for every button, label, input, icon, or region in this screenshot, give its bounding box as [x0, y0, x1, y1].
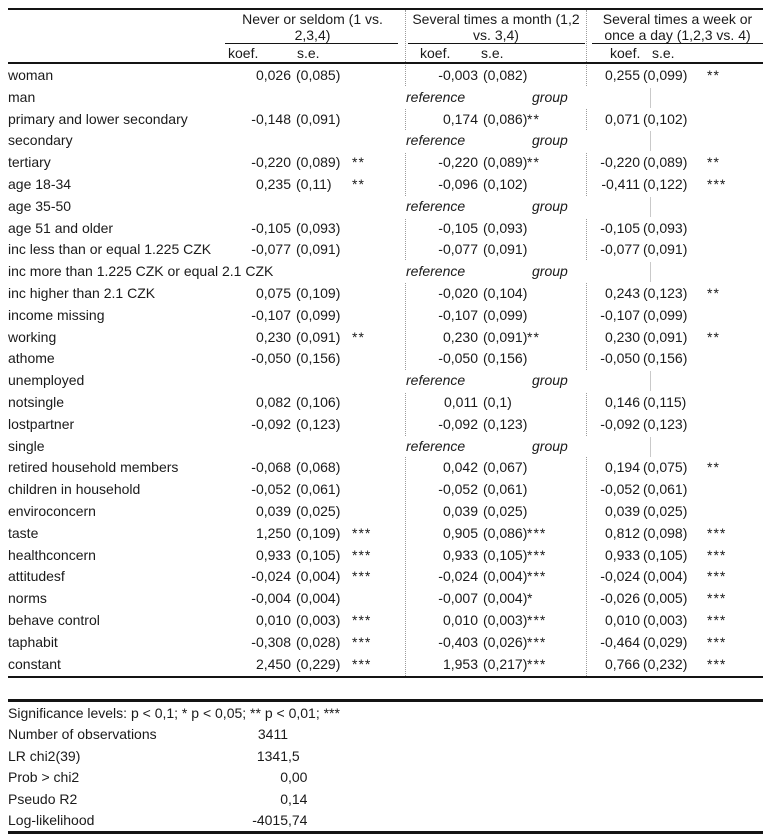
footer-stat-label: Number of observations	[8, 726, 157, 743]
significance-stars: ***	[527, 546, 547, 563]
body-bottom-rule	[8, 676, 763, 678]
koef-value: 0,042	[442, 459, 478, 476]
significance-stars: ***	[352, 568, 372, 585]
se-value: (0,115)	[643, 393, 687, 410]
significance-stars: ***	[527, 633, 547, 650]
se-value: (0,102)	[483, 175, 528, 192]
se-value: (0,099)	[643, 306, 688, 323]
koef-value: 0,933	[255, 546, 291, 563]
footer-stat-value-frac: ,5	[288, 747, 300, 764]
se-value: (0,091)	[643, 241, 688, 258]
significance-stars: **	[527, 154, 540, 171]
se-value: (0,003)	[296, 611, 341, 628]
ref-column-tick	[650, 437, 651, 457]
koef-value: 1,953	[442, 655, 478, 672]
koef-value: -0,220	[600, 154, 640, 171]
se-value: (0,085)	[296, 67, 341, 83]
row-label: taste	[8, 524, 39, 541]
koef-value: -0,024	[438, 568, 478, 585]
koef-value: -0,220	[438, 154, 478, 171]
row-label: working	[8, 328, 57, 345]
significance-stars: ***	[527, 568, 547, 585]
significance-stars: ***	[527, 611, 547, 628]
table-row	[8, 87, 763, 109]
table-row	[8, 370, 763, 392]
koef-value: -0,003	[438, 67, 478, 83]
significance-stars: ***	[352, 655, 372, 672]
koef-value: -0,050	[600, 350, 640, 367]
group-title-underline-1	[225, 43, 398, 44]
footer-stat-row	[8, 789, 763, 810]
se-value: (0,091)	[483, 241, 528, 258]
significance-stars: ***	[352, 633, 372, 650]
reference-label: reference	[406, 263, 466, 280]
se-value: (0,075)	[643, 459, 688, 476]
se-value: (0,11)	[296, 175, 332, 192]
se-value: (0,089)	[483, 154, 528, 171]
se-value: (0,004)	[643, 568, 688, 585]
group-title-underline-3	[592, 43, 763, 44]
se-value: (0,105)	[483, 546, 528, 563]
koef-value: 0,174	[442, 110, 478, 127]
se-value: (0,003)	[483, 611, 528, 628]
significance-stars: ***	[707, 175, 727, 192]
koef-value: 0,194	[604, 459, 640, 476]
row-label: lostpartner	[8, 415, 75, 432]
row-label: constant	[8, 655, 61, 672]
column-group-title-2	[406, 11, 586, 43]
se-value: (0,025)	[296, 502, 341, 519]
group-label: group	[532, 197, 568, 214]
row-label: healthconcern	[8, 546, 96, 563]
se-value: (0,093)	[296, 219, 341, 236]
table-row	[8, 654, 763, 676]
koef-header-2: koef.	[420, 45, 451, 61]
se-value: (0,099)	[643, 67, 688, 83]
se-value: (0,109)	[296, 284, 341, 301]
reference-label: reference	[406, 197, 466, 214]
significance-stars: **	[707, 284, 720, 301]
koef-value: -0,050	[251, 350, 291, 367]
koef-value: -0,107	[600, 306, 640, 323]
koef-value: 0,812	[604, 524, 640, 541]
table-row	[8, 283, 763, 305]
group-label: group	[532, 132, 568, 149]
koef-value: 0,026	[255, 67, 291, 83]
reference-label: reference	[406, 372, 466, 389]
row-label: secondary	[8, 132, 73, 149]
koef-header-1: koef.	[228, 45, 259, 61]
table-row	[8, 305, 763, 327]
group-title-underline-2	[408, 43, 585, 44]
row-label: age 18-34	[8, 175, 72, 192]
regression-table	[8, 0, 763, 837]
se-value: (0,156)	[296, 350, 341, 367]
row-label: single	[8, 437, 45, 454]
table-row	[8, 174, 763, 196]
table-row	[8, 414, 763, 436]
top-border-rule	[8, 8, 763, 10]
column-group-title-3-line1: Several times a week or	[602, 11, 753, 27]
ref-column-tick	[650, 262, 651, 282]
se-value: (0,004)	[483, 590, 528, 607]
koef-value: -0,107	[251, 306, 291, 323]
footer-stat-value-int: 3411	[257, 726, 288, 743]
footer-stat-label: Pseudo R2	[8, 790, 78, 807]
koef-value: -0,105	[600, 219, 640, 236]
koef-value: -0,148	[251, 110, 291, 127]
se-value: (0,099)	[296, 306, 341, 323]
significance-stars: ***	[352, 611, 372, 628]
row-label: retired household members	[8, 459, 179, 476]
koef-value: 0,255	[604, 67, 640, 83]
se-value: (0,091)	[643, 328, 688, 345]
se-value: (0,086)	[483, 524, 528, 541]
table-row	[8, 523, 763, 545]
footer-bottom-rule	[8, 831, 763, 834]
table-body	[8, 65, 763, 675]
koef-value: -0,308	[251, 633, 291, 650]
se-value: (0,105)	[643, 546, 688, 563]
se-value: (0,089)	[643, 154, 688, 171]
koef-value: 1,250	[255, 524, 291, 541]
koef-value: 0,905	[442, 524, 478, 541]
group-label: group	[532, 372, 568, 389]
row-label: age 35-50	[8, 197, 72, 214]
row-label: norms	[8, 590, 47, 607]
koef-value: -0,052	[251, 481, 291, 498]
koef-value: -0,077	[600, 241, 640, 258]
koef-value: -0,020	[438, 284, 478, 301]
koef-value: 2,450	[255, 655, 291, 672]
se-value: (0,1)	[483, 393, 512, 410]
row-label: inc higher than 2.1 CZK	[8, 284, 156, 301]
table-row	[8, 109, 763, 131]
row-label: inc more than 1.225 CZK or equal 2.1 CZK	[8, 263, 274, 280]
koef-value: 0,146	[604, 393, 640, 410]
ref-column-tick	[650, 131, 651, 151]
footer-stat-value-int: 0	[280, 769, 288, 786]
footer-stat-value-frac: ,74	[288, 811, 308, 828]
footer-top-rule	[8, 699, 763, 702]
significance-stars: ***	[707, 568, 727, 585]
significance-stars: **	[352, 154, 365, 171]
se-value: (0,122)	[643, 175, 688, 192]
koef-value: -0,464	[600, 633, 640, 650]
koef-value: 0,039	[604, 502, 640, 519]
significance-stars: ***	[352, 524, 372, 541]
row-label: age 51 and older	[8, 219, 114, 236]
koef-value: -0,092	[251, 415, 291, 432]
se-value: (0,109)	[296, 524, 341, 541]
table-row	[8, 65, 763, 87]
koef-value: -0,105	[251, 219, 291, 236]
se-value: (0,217)	[483, 655, 528, 672]
koef-value: 0,010	[255, 611, 291, 628]
koef-value: 0,235	[255, 175, 291, 192]
significance-stars: **	[527, 110, 540, 127]
se-value: (0,061)	[483, 481, 528, 498]
significance-stars: ***	[707, 546, 727, 563]
se-value: (0,105)	[296, 546, 341, 563]
koef-value: -0,068	[251, 459, 291, 476]
column-group-title-3	[592, 11, 763, 43]
koef-value: 0,071	[604, 110, 640, 127]
significance-stars: *	[527, 590, 534, 607]
row-label: notsingle	[8, 393, 65, 410]
footer-stat-value-int: -4015	[252, 811, 288, 828]
footer-stat-row	[8, 746, 763, 767]
se-value: (0,123)	[296, 415, 341, 432]
column-group-title-1	[215, 11, 410, 43]
reference-label: reference	[406, 437, 466, 454]
ref-column-tick	[650, 371, 651, 391]
column-group-title-1-line1: Never or seldom (1 vs.	[242, 11, 383, 27]
row-label: enviroconcern	[8, 502, 96, 519]
group-label: group	[532, 437, 568, 454]
table-row	[8, 610, 763, 632]
se-value: (0,025)	[643, 502, 688, 519]
footer-stat-row	[8, 724, 763, 745]
se-value: (0,091)	[296, 110, 341, 127]
se-value: (0,093)	[643, 219, 688, 236]
table-row	[8, 588, 763, 610]
se-value: (0,099)	[483, 306, 528, 323]
se-value: (0,029)	[643, 633, 688, 650]
table-row	[8, 261, 763, 283]
significance-stars: ***	[707, 524, 727, 541]
row-label: tertiary	[8, 154, 51, 171]
se-value: (0,003)	[643, 611, 688, 628]
koef-header-3: koef.	[610, 45, 641, 61]
se-value: (0,156)	[643, 350, 688, 367]
column-group-title-1-line2: 2,3,4)	[294, 27, 331, 43]
table-row	[8, 632, 763, 654]
koef-value: 0,039	[442, 502, 478, 519]
significance-stars: **	[352, 328, 365, 345]
se-value: (0,067)	[483, 459, 528, 476]
koef-value: 0,933	[604, 546, 640, 563]
se-header-1: s.e.	[297, 45, 320, 61]
koef-value: -0,077	[251, 241, 291, 258]
ref-column-tick	[650, 197, 651, 217]
table-row	[8, 239, 763, 261]
group-label: group	[532, 263, 568, 280]
group-label: group	[532, 88, 568, 105]
significance-stars: ***	[707, 655, 727, 672]
koef-value: -0,411	[601, 175, 640, 192]
se-value: (0,123)	[483, 415, 528, 432]
koef-value: -0,052	[438, 481, 478, 498]
table-footer	[8, 703, 763, 831]
row-label: man	[8, 88, 36, 105]
se-value: (0,106)	[296, 393, 341, 410]
row-label: athome	[8, 350, 55, 367]
se-value: (0,028)	[296, 633, 341, 650]
se-value: (0,104)	[483, 284, 528, 301]
reference-label: reference	[406, 132, 466, 149]
footer-stat-value-frac: ,00	[288, 769, 308, 786]
koef-value: 0,766	[604, 655, 640, 672]
se-value: (0,123)	[643, 415, 688, 432]
se-value: (0,061)	[296, 481, 341, 498]
koef-value: 0,230	[604, 328, 640, 345]
footer-stat-value-int: 1341	[256, 747, 288, 764]
column-group-title-2-line2: vs. 3,4)	[473, 27, 519, 43]
significance-stars: ***	[707, 633, 727, 650]
se-value: (0,004)	[296, 568, 341, 585]
se-value: (0,061)	[643, 481, 688, 498]
se-value: (0,068)	[296, 459, 341, 476]
table-row	[8, 348, 763, 370]
se-value: (0,123)	[643, 284, 688, 301]
koef-value: 0,933	[442, 546, 478, 563]
se-value: (0,005)	[643, 590, 688, 607]
row-label: woman	[8, 67, 54, 83]
column-group-title-2-line1: Several times a month (1,2	[412, 11, 580, 27]
koef-value: -0,403	[438, 633, 478, 650]
se-value: (0,091)	[296, 328, 341, 345]
se-header-2: s.e.	[481, 45, 504, 61]
table-row	[8, 327, 763, 349]
footer-stat-value-int: 0	[280, 790, 288, 807]
row-label: primary and lower secondary	[8, 110, 188, 127]
koef-value: -0,024	[600, 568, 640, 585]
footer-stat-label: LR chi2(39)	[8, 747, 81, 764]
significance-stars: ***	[707, 611, 727, 628]
row-label: income missing	[8, 306, 105, 323]
se-value: (0,229)	[296, 655, 341, 672]
significance-stars: ***	[527, 655, 547, 672]
koef-value: -0,220	[251, 154, 291, 171]
koef-value: -0,026	[600, 590, 640, 607]
significance-stars: ***	[707, 590, 727, 607]
table-row	[8, 152, 763, 174]
se-value: (0,091)	[483, 328, 528, 345]
significance-stars: **	[527, 328, 540, 345]
footer-stat-label: Log-likelihood	[8, 811, 95, 828]
significance-stars: **	[707, 154, 720, 171]
footer-stat-row	[8, 810, 763, 831]
koef-value: -0,105	[438, 219, 478, 236]
row-label: behave control	[8, 611, 100, 628]
significance-stars: ***	[352, 546, 372, 563]
koef-value: 0,010	[442, 611, 478, 628]
se-header-3: s.e.	[652, 45, 675, 61]
table-row	[8, 457, 763, 479]
koef-value: -0,077	[438, 241, 478, 258]
se-value: (0,086)	[483, 110, 528, 127]
se-value: (0,232)	[643, 655, 688, 672]
se-value: (0,089)	[296, 154, 341, 171]
significance-stars: **	[707, 67, 720, 83]
koef-value: 0,082	[255, 393, 291, 410]
koef-value: -0,004	[251, 590, 291, 607]
row-label: inc less than or equal 1.225 CZK	[8, 241, 212, 258]
koef-value: -0,092	[600, 415, 640, 432]
koef-value: -0,096	[438, 175, 478, 192]
table-row	[8, 130, 763, 152]
table-row	[8, 501, 763, 523]
table-row	[8, 566, 763, 588]
se-value: (0,082)	[483, 67, 528, 83]
ref-column-tick	[650, 88, 651, 108]
koef-value: -0,092	[438, 415, 478, 432]
se-value: (0,004)	[483, 568, 528, 585]
koef-value: 0,230	[255, 328, 291, 345]
koef-value: 0,230	[442, 328, 478, 345]
se-value: (0,026)	[483, 633, 528, 650]
table-row	[8, 479, 763, 501]
koef-value: 0,039	[255, 502, 291, 519]
koef-value: -0,052	[600, 481, 640, 498]
row-label: children in household	[8, 481, 141, 498]
table-row	[8, 392, 763, 414]
se-value: (0,156)	[483, 350, 528, 367]
significance-stars: **	[707, 459, 720, 476]
table-row	[8, 545, 763, 567]
significance-stars: **	[707, 328, 720, 345]
se-value: (0,004)	[296, 590, 341, 607]
row-label: attitudesf	[8, 568, 65, 585]
koef-value: -0,007	[438, 590, 478, 607]
table-row	[8, 218, 763, 240]
se-value: (0,025)	[483, 502, 528, 519]
koef-value: -0,107	[438, 306, 478, 323]
footer-stat-row	[8, 767, 763, 788]
koef-value: 0,010	[604, 611, 640, 628]
koef-value: -0,024	[251, 568, 291, 585]
significance-stars: **	[352, 175, 365, 192]
koef-value: 0,075	[255, 284, 291, 301]
reference-label: reference	[406, 88, 466, 105]
column-group-title-3-line2: once a day (1,2,3 vs. 4)	[604, 27, 751, 43]
se-value: (0,102)	[643, 110, 688, 127]
koef-value: 0,243	[604, 284, 640, 301]
significance-stars: ***	[527, 524, 547, 541]
header-bottom-rule	[8, 62, 763, 64]
se-value: (0,091)	[296, 241, 341, 258]
table-row	[8, 436, 763, 458]
se-value: (0,093)	[483, 219, 528, 236]
footer-stat-value-frac: ,14	[288, 790, 308, 807]
koef-value: -0,050	[438, 350, 478, 367]
koef-value: 0,011	[444, 393, 478, 410]
significance-note-row	[8, 703, 763, 724]
significance-note: Significance levels: p < 0,1; * p < 0,05; ** p < 0,01; ***	[8, 705, 340, 721]
table-row	[8, 196, 763, 218]
footer-stat-label: Prob > chi2	[8, 769, 80, 786]
row-label: taphabit	[8, 633, 58, 650]
row-label: unemployed	[8, 372, 85, 389]
se-value: (0,098)	[643, 524, 688, 541]
